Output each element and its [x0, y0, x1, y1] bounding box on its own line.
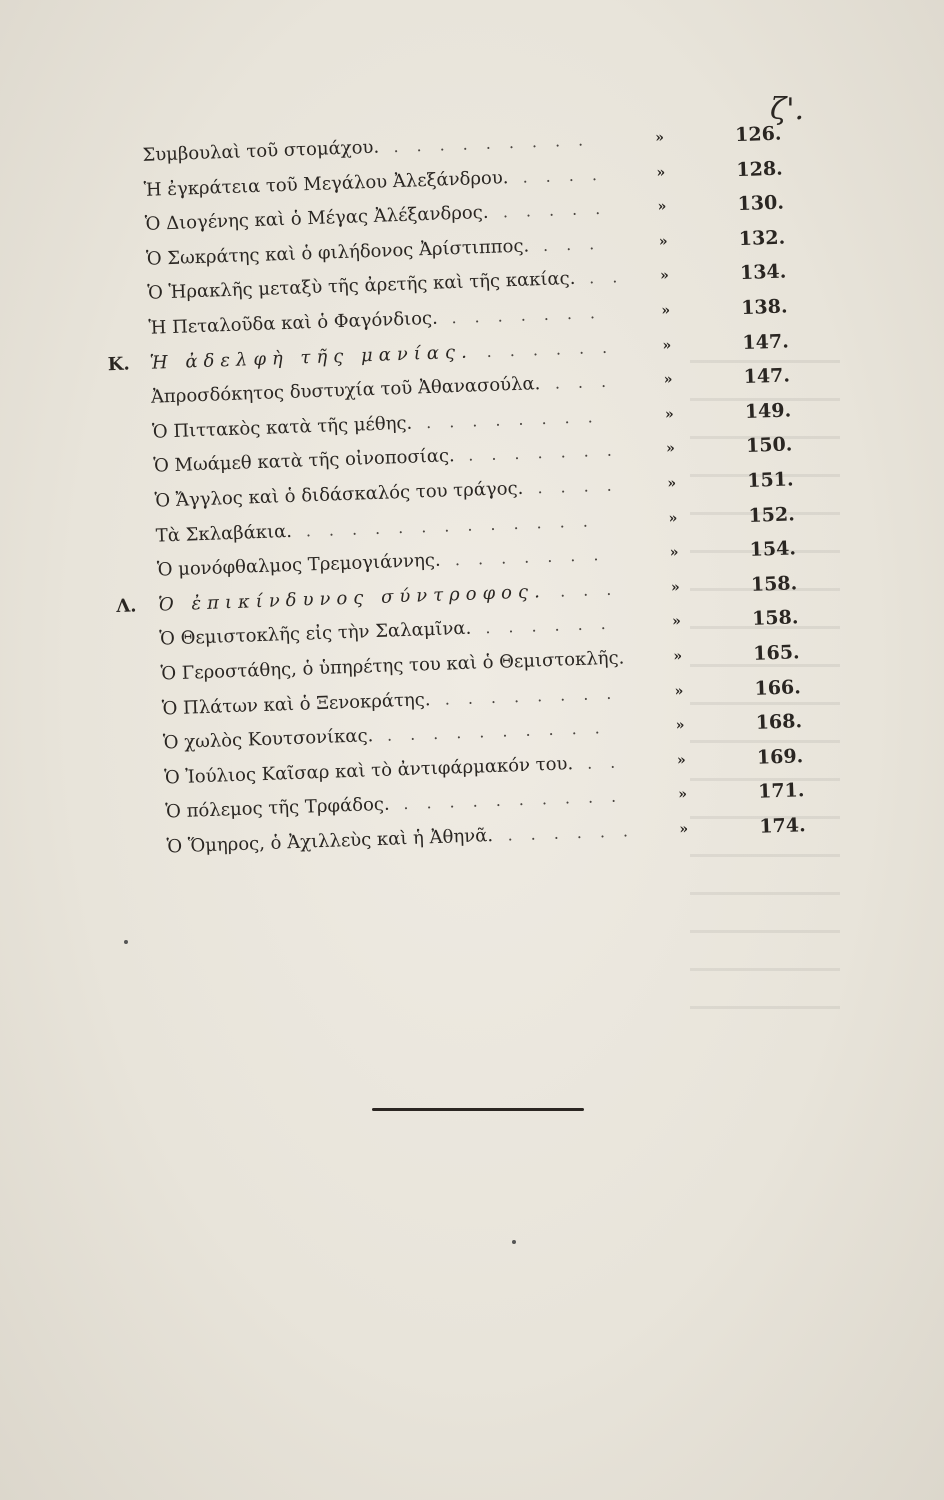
entry-page-number: 158.: [750, 572, 798, 596]
entry-title: Ἡ ἐγκράτεια τοῦ Μεγάλου Ἀλεξάνδρου.: [143, 166, 509, 201]
leader-dots: ......: [507, 820, 647, 845]
leader-dots: .......: [467, 440, 631, 466]
ditto-mark: »: [664, 406, 674, 423]
ditto-mark: »: [679, 821, 689, 838]
section-letter: [122, 762, 148, 763]
section-letter: [102, 209, 128, 210]
section-letter: [105, 278, 131, 279]
entry-title: Ὁ Γεροστάθης, ὁ ὑπηρέτης του καὶ ὁ Θεμιστοκλῆς.: [160, 647, 625, 685]
section-letter: [110, 416, 136, 417]
ditto-mark: »: [673, 648, 683, 665]
entry-title: Ὁ Ἡρακλῆς μεταξὺ τῆς ἀρετῆς καὶ τῆς κακίας.: [147, 268, 576, 305]
ditto-mark: »: [662, 337, 672, 354]
section-letter: [113, 520, 139, 521]
entry-page-number: 171.: [757, 779, 805, 804]
entry-page-number: 152.: [748, 502, 796, 527]
entry-page-number: 130.: [737, 191, 785, 216]
entry-title: Ὁ ἐπικίνδυνος σύντροφος.: [157, 580, 547, 616]
entry-page-number: 126.: [734, 122, 782, 147]
entry-page-number: 147.: [743, 364, 791, 389]
ditto-mark: »: [677, 786, 688, 803]
section-letter: [119, 693, 145, 694]
entry-title: Συμβουλαὶ τοῦ στομάχου.: [142, 136, 380, 166]
ditto-mark: »: [669, 544, 679, 561]
entry-title: Ὁ Μωάμεθ κατὰ τῆς οἰνοποσίας.: [153, 445, 456, 478]
ditto-mark: »: [658, 233, 668, 250]
entry-title: Ἡ ἀδελφὴ τῆς μανίας.: [149, 341, 474, 374]
leader-dots: ..........: [386, 717, 618, 745]
leader-dots: ......: [486, 336, 626, 361]
section-letter: [111, 451, 137, 452]
leader-dots: .......: [451, 302, 614, 328]
section-letter: [100, 139, 126, 140]
ditto-mark: »: [668, 509, 678, 527]
entry-title: Ὁ Διογένης καὶ ὁ Μέγας Ἀλέξανδρος.: [144, 202, 489, 236]
ditto-mark: »: [676, 751, 687, 769]
section-letter: [101, 174, 127, 175]
leader-dots: ...: [554, 371, 625, 393]
section-letter: Λ.: [115, 595, 137, 617]
section-letter: [106, 312, 132, 313]
section-letter: [112, 485, 138, 486]
leader-dots: ...: [559, 578, 630, 601]
entry-page-number: 134.: [739, 260, 787, 285]
ditto-mark: »: [671, 613, 682, 630]
entry-page-number: 166.: [754, 675, 802, 700]
ditto-mark: »: [657, 198, 667, 216]
entry-page-number: 158.: [751, 606, 799, 631]
entry-title: Ὁ Πιττακὸς κατὰ τῆς μέθης.: [151, 412, 413, 443]
leader-dots: ........: [444, 682, 630, 709]
entry-title: Τὰ Σκλαβάκια.: [155, 520, 293, 547]
section-letter: [124, 831, 150, 832]
page-number: ζ'.: [770, 92, 805, 127]
entry-page-number: 150.: [745, 433, 793, 458]
ditto-mark: »: [675, 717, 685, 734]
ditto-mark: »: [670, 579, 680, 596]
leader-dots: ..: [588, 267, 636, 288]
ink-speck: [124, 940, 128, 944]
ditto-mark: »: [661, 302, 671, 319]
ink-speck: [512, 1240, 516, 1244]
ditto-mark: »: [654, 129, 665, 146]
leader-dots: ......: [484, 613, 625, 638]
entry-title: Ὁ Ἄγγλος καὶ ὁ διδάσκαλός του τράγος.: [154, 477, 524, 512]
leader-dots: .......: [454, 544, 617, 570]
leader-dots: ...: [542, 233, 613, 255]
leader-dots: ....: [522, 164, 616, 187]
entry-page-number: 147.: [742, 330, 790, 354]
leader-dots: .....: [502, 198, 619, 222]
entry-page-number: 149.: [744, 399, 792, 423]
ditto-mark: »: [663, 371, 673, 388]
entry-page-number: 128.: [736, 157, 784, 181]
section-letter: [123, 796, 149, 797]
entry-title: Ὁ Σωκράτης καὶ ὁ φιλήδονος Ἀρίστιππος.: [145, 235, 530, 270]
closing-rule: [372, 1108, 584, 1111]
entry-title: Ὁ μονόφθαλμος Τρεμογιάννης.: [156, 549, 441, 581]
entry-title: Ὁ χωλὸς Κουτσονίκας.: [162, 725, 374, 754]
entry-title: Ὁ πόλεμος τῆς Τρφάδος.: [165, 793, 391, 823]
leader-dots: ..........: [403, 786, 635, 814]
section-letter: [121, 727, 147, 728]
entry-title: Ἡ Πεταλοῦδα καὶ ὁ Φαγόνδιος.: [148, 307, 439, 339]
leader-dots: .............: [305, 510, 607, 540]
section-letter: Κ.: [107, 353, 131, 375]
leader-dots: ..: [586, 751, 634, 773]
entry-page-number: 174.: [758, 814, 806, 838]
entry-page-number: 165.: [752, 641, 800, 665]
table-of-contents: [107, 115, 855, 866]
entry-title: Ὁ Ὅμηρος, ὁ Ἀχιλλεὺς καὶ ἡ Ἀθηνᾶ.: [166, 824, 494, 858]
section-letter: [104, 243, 130, 244]
leader-dots: .........: [393, 129, 602, 157]
entry-title: Ἀπροσδόκητος δυστυχία τοῦ Ἀθανασούλα.: [150, 373, 541, 408]
ditto-mark: »: [656, 164, 666, 181]
ditto-mark: »: [659, 267, 670, 285]
entry-page-number: 169.: [756, 744, 804, 769]
section-letter: [114, 554, 140, 555]
ditto-mark: »: [665, 440, 676, 458]
ditto-mark: »: [674, 682, 684, 700]
ditto-mark: »: [667, 475, 677, 492]
leader-dots: ....: [537, 475, 631, 498]
entry-title: Ὁ Ἰούλιος Καῖσαρ καὶ τὸ ἀντιφάρμακόν του.: [163, 752, 574, 789]
entry-title: Ὁ Θεμιστοκλῆς εἰς τὴν Σαλαμῖνα.: [159, 618, 472, 650]
entry-page-number: 132.: [738, 226, 786, 250]
entry-page-number: 154.: [749, 537, 797, 562]
section-letter: [118, 658, 144, 659]
entry-page-number: 151.: [746, 468, 794, 492]
entry-page-number: 168.: [755, 710, 803, 734]
entry-title: Ὁ Πλάτων καὶ ὁ Ξενοκράτης.: [161, 688, 431, 720]
entry-page-number: 138.: [740, 295, 788, 320]
leader-dots: ........: [425, 406, 611, 432]
